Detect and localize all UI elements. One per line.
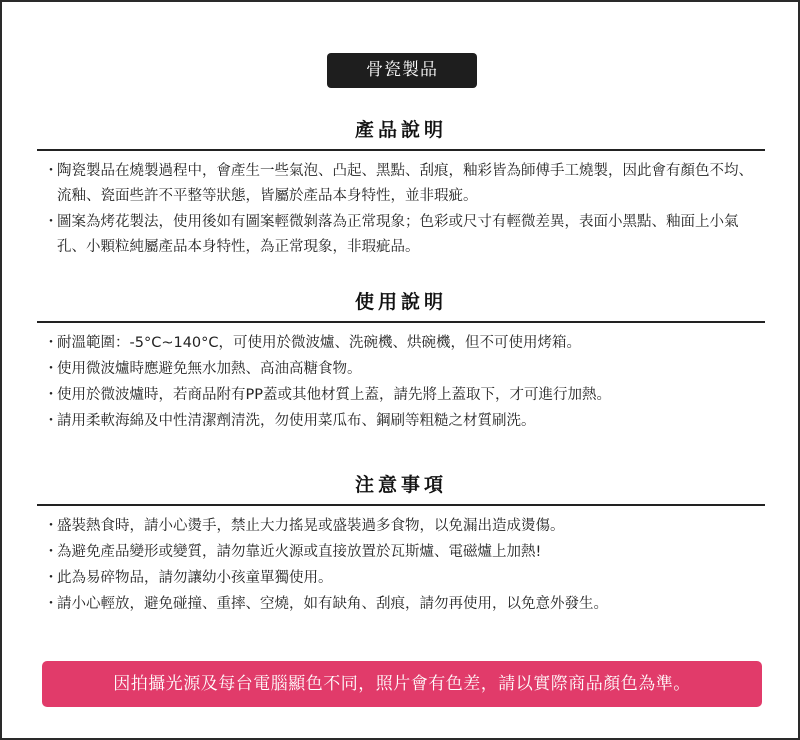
item-text: 圖案為烤花製法，使用後如有圖案輕微剝落為正常現象；色彩或尺寸有輕微差異，表面小黑點、釉面上小氣孔、小顆粒純屬產品本身特性，為正常現象，非瑕疵品。 bbox=[57, 214, 739, 255]
list-item bbox=[37, 566, 765, 591]
item-list bbox=[37, 331, 765, 434]
bullet-mark: ・ bbox=[44, 413, 58, 429]
bullet-mark: ・ bbox=[44, 518, 58, 534]
bullet-mark: ・ bbox=[44, 214, 58, 230]
list-item bbox=[37, 159, 765, 209]
section-title: 注意事項 bbox=[354, 474, 447, 496]
section-usage-instructions bbox=[37, 287, 765, 435]
item-text: 請小心輕放，避免碰撞、重摔、空燒，如有缺角、刮痕，請勿再使用，以免意外發生。 bbox=[57, 596, 608, 612]
bullet-mark: ・ bbox=[44, 387, 58, 403]
section-header bbox=[37, 470, 765, 506]
item-list bbox=[37, 514, 765, 617]
color-disclaimer-banner: 因拍攝光源及每台電腦顯色不同，照片會有色差，請以實際商品顏色為準。 bbox=[42, 661, 762, 707]
item-text: 請用柔軟海綿及中性清潔劑清洗，勿使用菜瓜布、鋼刷等粗糙之材質刷洗。 bbox=[57, 413, 536, 429]
bullet-mark: ・ bbox=[44, 596, 58, 612]
list-item bbox=[37, 210, 765, 260]
section-precautions bbox=[37, 470, 765, 618]
item-text: 為避免產品變形或變質，請勿靠近火源或直接放置於瓦斯爐、電磁爐上加熱! bbox=[57, 544, 542, 560]
list-item bbox=[37, 540, 765, 565]
list-item bbox=[37, 331, 765, 356]
section-header bbox=[37, 115, 765, 151]
list-item bbox=[37, 383, 765, 408]
section-product-description bbox=[37, 115, 765, 261]
section-title: 產品說明 bbox=[354, 119, 447, 141]
list-item bbox=[37, 514, 765, 539]
bullet-mark: ・ bbox=[44, 163, 58, 179]
item-text: 使用微波爐時應避免無水加熱、高油高糖食物。 bbox=[57, 361, 362, 377]
bullet-mark: ・ bbox=[44, 570, 58, 586]
item-text: 陶瓷製品在燒製過程中，會產生一些氣泡、凸起、黑點、刮痕，釉彩皆為師傅手工燒製，因此會有顏色不均、流釉、瓷面些許不平整等狀態，皆屬於產品本身特性，並非瑕疵。 bbox=[57, 163, 753, 204]
list-item bbox=[37, 592, 765, 617]
section-header bbox=[37, 287, 765, 323]
item-text: 盛裝熱食時，請小心燙手，禁止大力搖晃或盛裝過多食物，以免漏出造成燙傷。 bbox=[57, 518, 565, 534]
item-text: 使用於微波爐時，若商品附有PP蓋或其他材質上蓋，請先將上蓋取下，才可進行加熱。 bbox=[57, 387, 611, 403]
list-item bbox=[37, 357, 765, 382]
bullet-mark: ・ bbox=[44, 361, 58, 377]
list-item bbox=[37, 409, 765, 434]
item-text: 耐溫範圍：-5°C~140°C，可使用於微波爐、洗碗機、烘碗機，但不可使用烤箱。 bbox=[57, 335, 582, 351]
item-text: 此為易碎物品，請勿讓幼小孩童單獨使用。 bbox=[57, 570, 333, 586]
category-badge: 骨瓷製品 bbox=[327, 53, 477, 88]
bullet-mark: ・ bbox=[44, 335, 58, 351]
bullet-mark: ・ bbox=[44, 544, 58, 560]
item-list bbox=[37, 159, 765, 260]
section-title: 使用說明 bbox=[354, 291, 447, 313]
